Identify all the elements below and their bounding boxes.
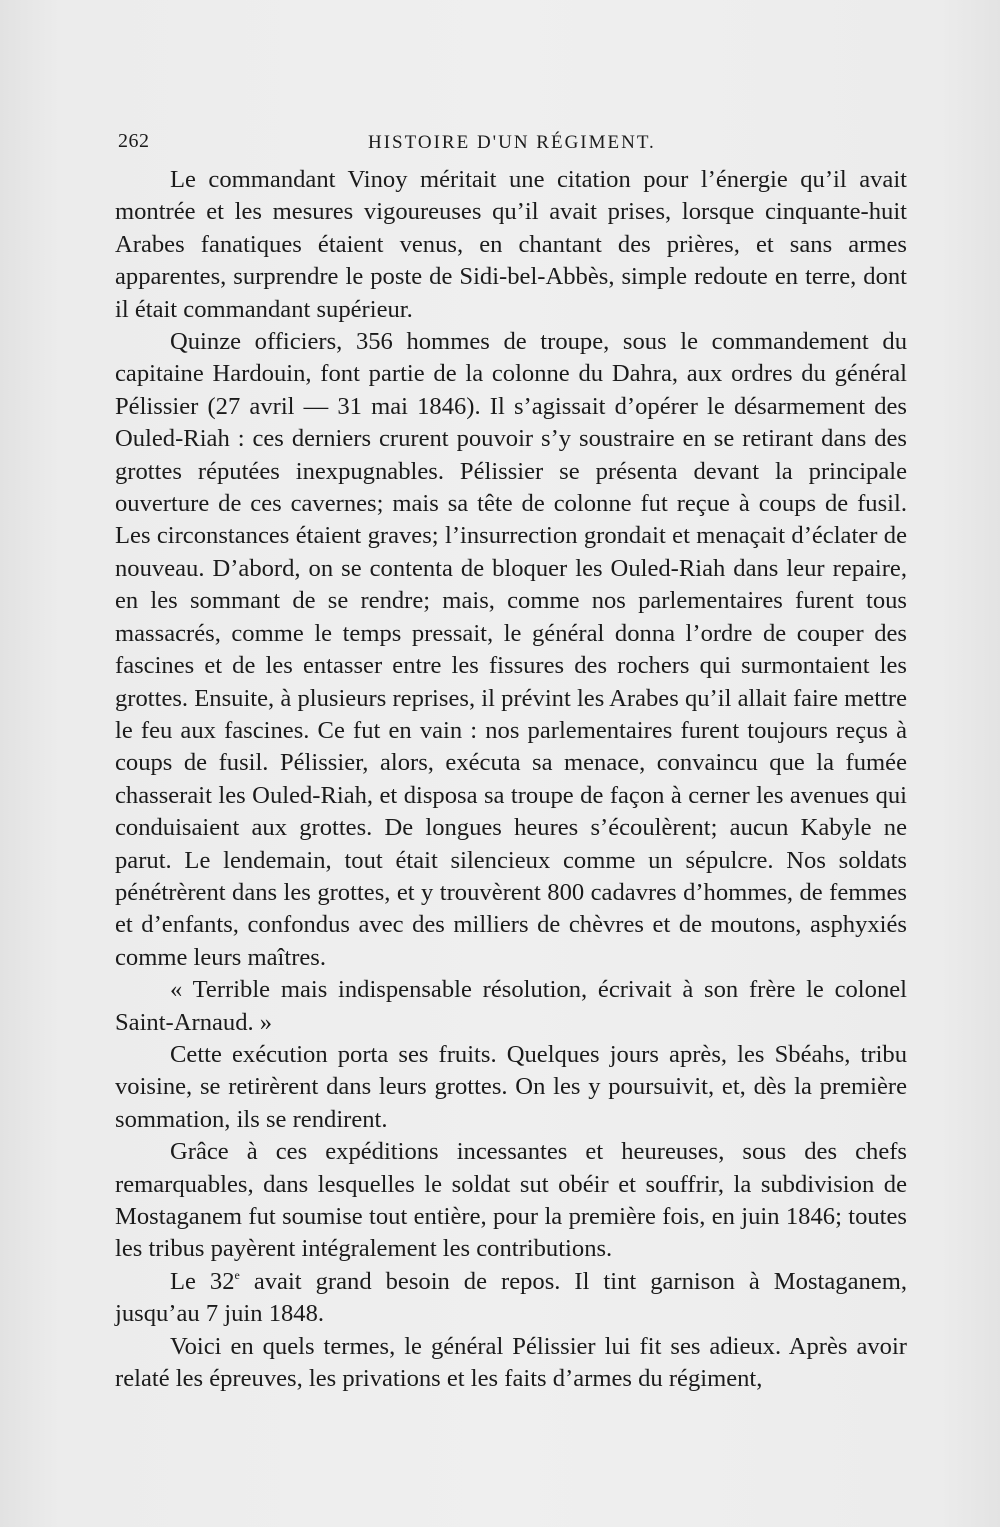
running-title: HISTOIRE D'UN RÉGIMENT. — [368, 132, 656, 153]
paragraph-dahra-column: Quinze officiers, 356 hommes de troupe, sous le commandement du capitaine Hardouin, font partie de la colonne du Dahra, aux ordres du général Pélissier (27 avril — 31 mai 1846). Il s’agissait d’opérer le désarmement des Ouled-Riah : ces derniers crurent pouvoir s’y soustraire en se retirant dans des grottes réputées inexpugnables. Pélissier se présenta devant la principale ouverture de ces cavernes; mais sa tête de colonne fut reçue à coups de fusil. Les circonstances étaient graves; l’insurrection grondait et menaçait d’éclater de nouveau. D’abord, on se contenta de bloquer les Ouled-Riah dans leur repaire, en les sommant de se rendre; mais, comme nos parlementaires furent tous massacrés, comme le temps pressait, le général donna l’ordre de couper des fascines et de les entasser entre les fissures des rochers qui surmontaient les grottes. Ensuite, à plusieurs reprises, il prévint les Arabes qu’il allait faire mettre le feu aux fascines. Ce fut en vain : nos parlementaires furent toujours reçus à coups de fusil. Pélissier, alors, exécuta sa menace, convaincu que la fumée chasserait les Ouled-Riah, et disposa sa troupe de façon à cerner les avenues qui conduisaient aux grottes. De longues heures s’écoulèrent; aucun Kabyle ne parut. Le lendemain, tout était silencieux comme un sépulcre. Nos soldats pénétrèrent dans les grottes, et y trouvèrent 800 cadavres d’hommes, de femmes et d’enfants, confondus avec des milliers de chèvres et de moutons, asphyxiés comme leurs maîtres. — [115, 328, 907, 971]
body-text — [115, 164, 907, 1395]
paragraph-saint-arnaud-quote: « Terrible mais indispensable résolution, écrivait à son frère le colonel Saint-Arnaud. » — [115, 976, 907, 1036]
paragraph-vinoy: Le commandant Vinoy méritait une citation pour l’énergie qu’il avait montrée et les mesures vigoureuses qu’il avait prises, lorsque cinquante-huit Arabes fanatiques étaient venus, en chantant des prières, et sans armes apparentes, surprendre le poste de Sidi-bel-Abbès, simple redoute en terre, dont il était commandant supérieur. — [115, 166, 907, 323]
paragraph-regiment-rest-end: avait grand besoin de repos. Il tint garnison à Mostaganem, jusqu’au 7 juin 1848. — [115, 1267, 907, 1328]
paragraph-sbeahs: Cette exécution porta ses fruits. Quelques jours après, les Sbéahs, tribu voisine, se retirèrent dans leurs grottes. On les y poursuivit, et, dès la première sommation, ils se rendirent. — [115, 1040, 907, 1133]
page-header — [118, 126, 908, 156]
paragraph-mostaganem: Grâce à ces expéditions incessantes et heureuses, sous des chefs remarquables, dans lesquelles le soldat sut obéir et souffrir, la subdivision de Mostaganem fut soumise tout entière, pour la première fois, en juin 1846; toutes les tribus payèrent intégralement les contributions. — [115, 1138, 907, 1263]
paragraph-pelissier-farewell: Voici en quels termes, le général Pélissier lui fit ses adieux. Après avoir relaté les épreuves, les privations et les faits d’armes du régiment, — [115, 1332, 907, 1393]
ordinal-superscript: e — [234, 1267, 240, 1282]
page-number: 262 — [118, 130, 150, 152]
paragraph-regiment-rest — [115, 1266, 907, 1331]
paragraph-regiment-rest-start: Le 32 — [170, 1267, 235, 1295]
